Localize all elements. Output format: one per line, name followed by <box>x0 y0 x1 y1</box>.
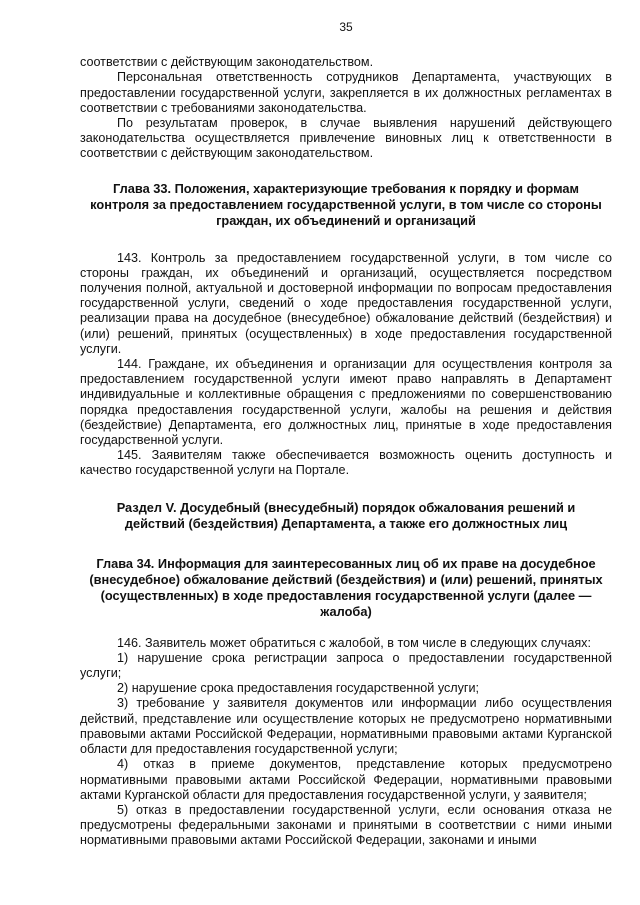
chapter-33-title: Глава 33. Положения, характеризующие требования к порядку и формам контроля за предоставлением государственной услуги, в том числе со стороны граждан, их объединений и организаций <box>90 180 602 228</box>
paragraph-continuation: соответствии с действующим законодательством. <box>80 55 374 70</box>
paragraph-144: 144. Граждане, их объединения и организации для осуществления контроля за предоставлением государственной услуги имеют право направлять в Департамент индивидуальные и коллективные обращения с предложениями по совершенствованию порядка предоставления государственной услуги, жалобы на решения и действия (бездействие) Департамента, его должностных лиц, принятые в ходе предоставления государственной услуги. <box>80 357 612 448</box>
paragraph-145: 145. Заявителям также обеспечивается возможность оценить доступность и качество государственной услуги на Портале. <box>80 448 612 478</box>
paragraph-143: 143. Контроль за предоставлением государственной услуги, в том числе со стороны граждан, их объединений и организаций, осуществляется посредством получения полной, актуальной и достоверной информации по вопросам предоставления государственной услуги, сведений о ходе предоставления государственной услуги, реализации права на досудебное (внесудебное) обжалование действий (бездействия) и (или) решений, принятых (осуществленных) в ходе предоставления государственной услуги. <box>80 250 612 356</box>
list-item-2: 2) нарушение срока предоставления государственной услуги; <box>117 681 480 696</box>
list-item-1: 1) нарушение срока регистрации запроса о предоставлении государственной услуги; <box>80 650 612 681</box>
list-item-4: 4) отказ в приеме документов, представление которых предусмотрено нормативными правовыми актами Российской Федерации, нормативными правовыми актами Курганской области для предоставления государственной услуги, у заявителя; <box>80 757 612 802</box>
paragraph-personal-responsibility: Персональная ответственность сотрудников Департамента, участвующих в предоставлении государственной услуги, закрепляется в их должностных регламентах в соответствии с требованиями законодательства. <box>80 70 612 115</box>
paragraph-146: 146. Заявитель может обратиться с жалобой, в том числе в следующих случаях: <box>117 635 591 650</box>
page-number: 35 <box>339 20 353 34</box>
paragraph-inspection-results: По результатам проверок, в случае выявления нарушений действующего законодательства осуществляется привлечение виновных лиц к ответственности в соответствии с действующим законодательством. <box>80 116 612 161</box>
section-5-title: Раздел V. Досудебный (внесудебный) порядок обжалования решений и действий (бездействия) Департамента, а также его должностных лиц <box>116 499 576 531</box>
list-item-3: 3) требование у заявителя документов или информации либо осуществления действий, представление или осуществление которых не предусмотрено нормативными правовыми актами Российской Федерации, нормативными правовыми актами Курганской области для предоставления государственной услуги; <box>80 696 612 757</box>
list-item-5: 5) отказ в предоставлении государственной услуги, если основания отказа не предусмотрены федеральными законами и принятыми в соответствии с ними иными нормативными правовыми актами Российской Федерации, законами и иными <box>80 802 612 848</box>
chapter-34-title: Глава 34. Информация для заинтересованных лиц об их праве на досудебное (внесудебное) обжалование действий (бездействия) и (или) решений, принятых (осуществленных) в ходе предоставления государственной услуги (далее — жалоба) <box>89 555 603 619</box>
